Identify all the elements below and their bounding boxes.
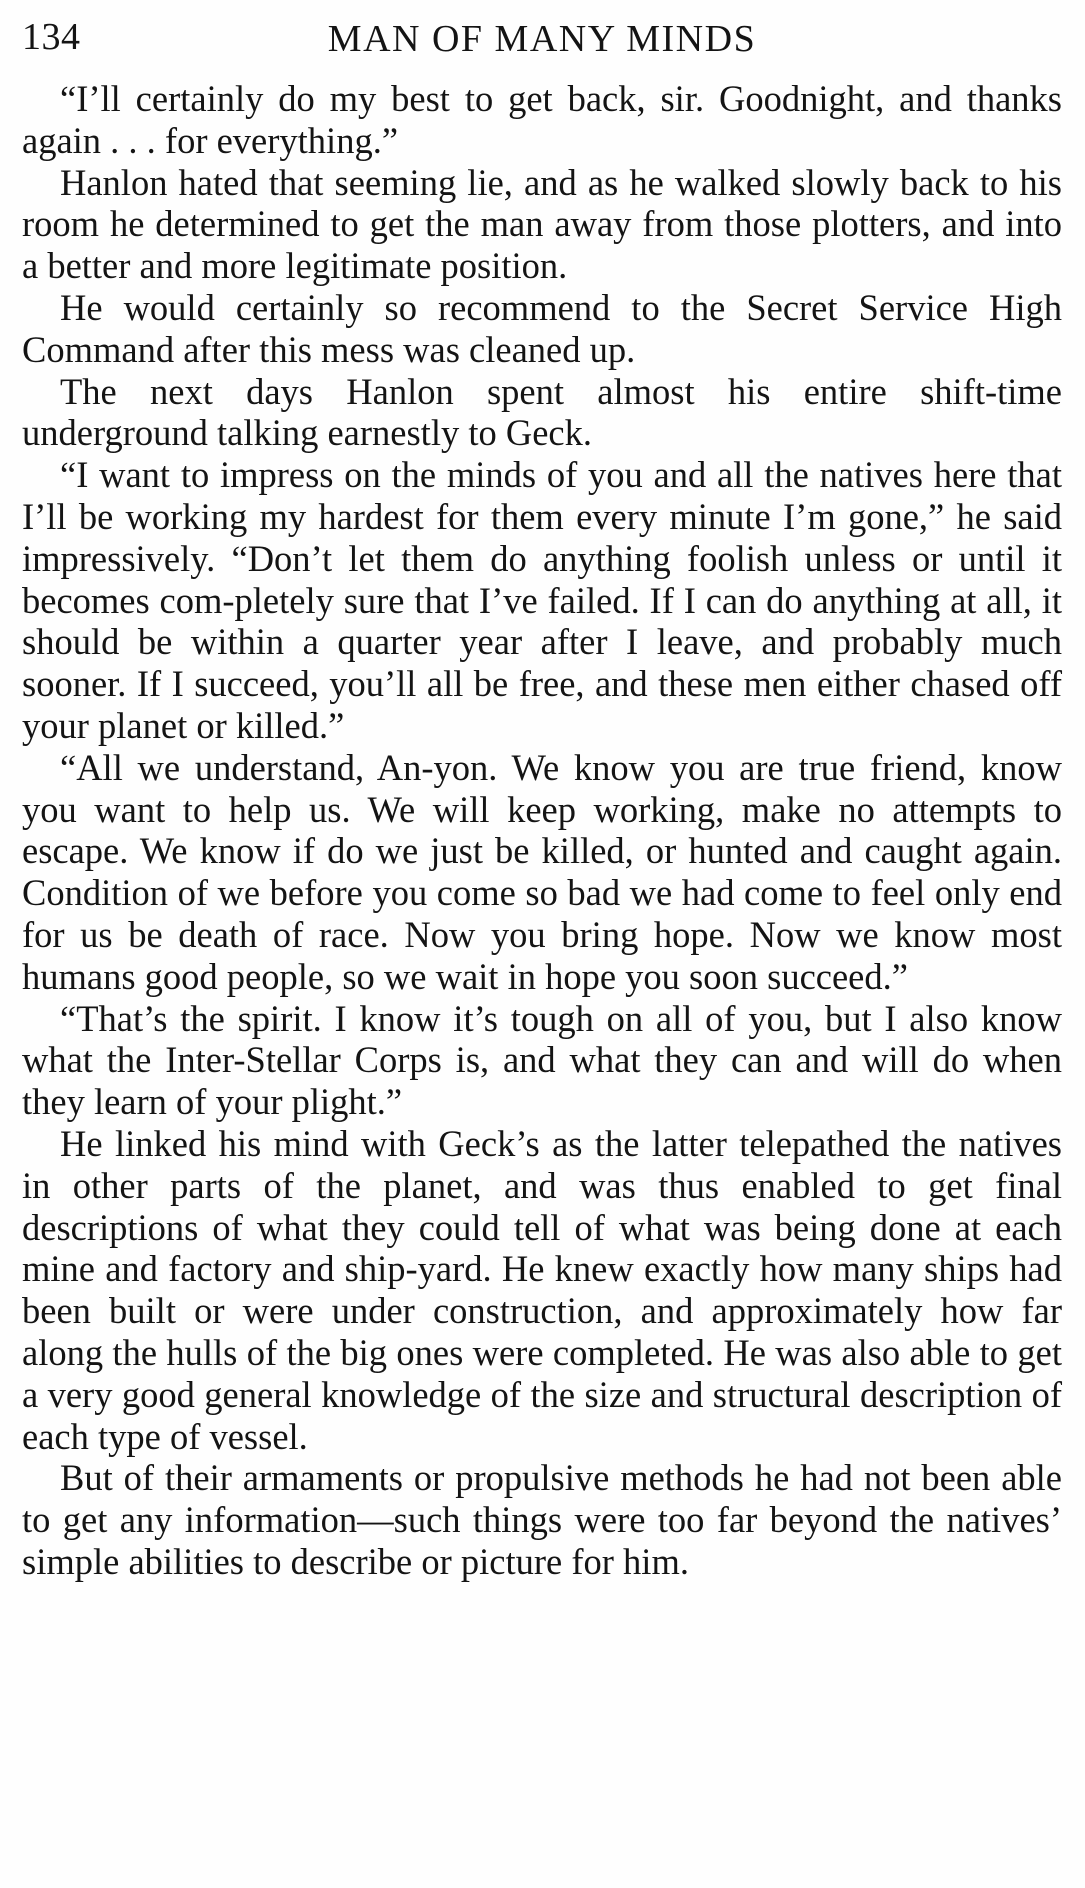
page-number: 134 xyxy=(22,16,81,58)
paragraph-6: “All we understand, An-yon. We know you are true friend, know you want to help us. We will keep working, make no attempts to escape. We know if do we just be killed, or hunted and caught again. Condition of we before you come so bad we had come to feel only end for us be death of race. Now you bring hope. Now we know most humans good people, so we wait in hope you soon succeed.” xyxy=(22,746,1062,997)
paragraph-5: “I want to impress on the minds of you and all the natives here that I’ll be working my hardest for them every minute I’m gone,” he said impressively. “Don’t let them do anything foolish unless or until it becomes com-pletely sure that I’ve failed. If I can do anything at all, it should be within a quarter year after I leave, and probably much sooner. If I succeed, you’ll all be free, and these men either chased off your planet or killed.” xyxy=(22,454,1062,746)
paragraph-9: But of their armaments or propulsive methods he had not been able to get any information—such things were too far beyond the natives’ simple abilities to describe or picture for him. xyxy=(22,1457,1062,1582)
paragraph-4: The next days Hanlon spent almost his entire shift-time underground talking earnestly to Geck. xyxy=(22,370,1062,454)
paragraph-7: “That’s the spirit. I know it’s tough on all of you, but I also know what the Inter-Stellar Corps is, and what they can and will do when they learn of your plight.” xyxy=(22,997,1062,1123)
paragraph-2: Hanlon hated that seeming lie, and as he walked slowly back to his room he determined to get the man away from those plotters, and into a better and more legitimate position. xyxy=(22,161,1062,287)
running-head xyxy=(22,12,1062,70)
body-text xyxy=(22,78,1062,1583)
paragraph-3: He would certainly so recommend to the Secret Service High Command after this mess was cleaned up. xyxy=(22,286,1062,370)
book-title: MAN OF MANY MINDS xyxy=(327,18,757,60)
paragraph-8: He linked his mind with Geck’s as the latter telepathed the natives in other parts of the planet, and was thus enabled to get final descriptions of what they could tell of what was being done at each mine and factory and ship-yard. He knew exactly how many ships had been built or were under construction, and approximately how far along the hulls of the big ones were completed. He was also able to get a very good general knowledge of the size and structural description of each type of vessel. xyxy=(22,1122,1062,1457)
paragraph-1: “I’ll certainly do my best to get back, sir. Goodnight, and thanks again . . . for everything.” xyxy=(22,78,1062,161)
